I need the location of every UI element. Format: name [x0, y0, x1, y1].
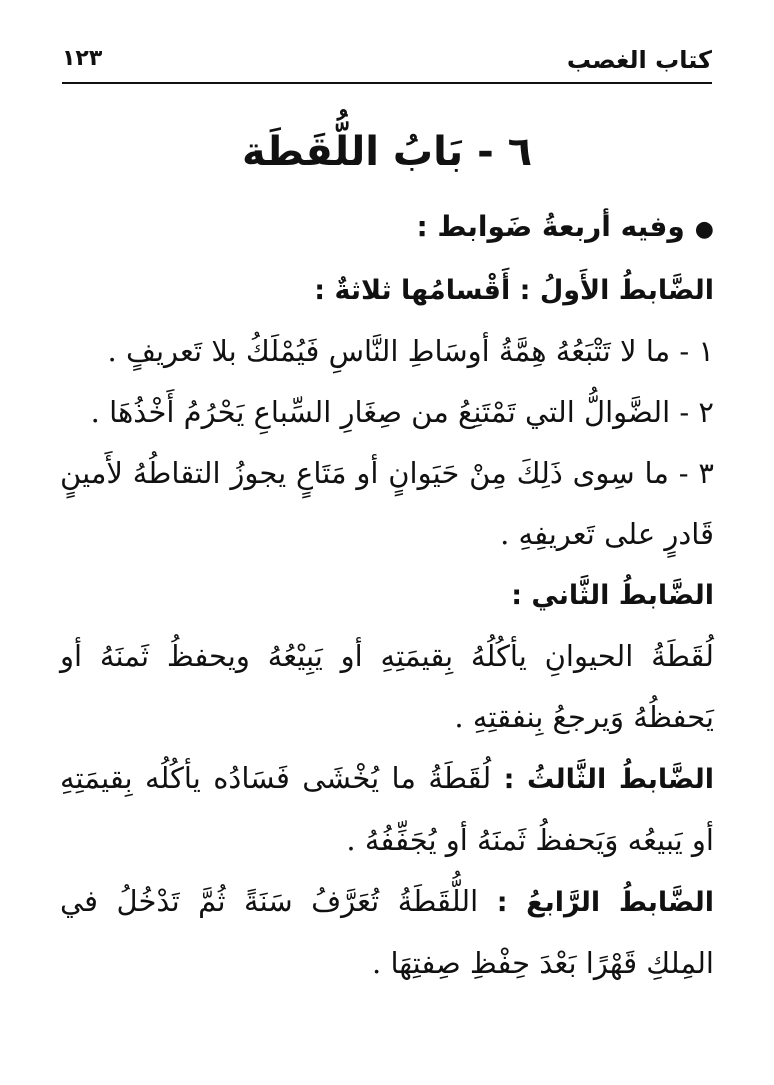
page-number: ١٢٣ [62, 46, 103, 71]
header-divider [62, 82, 712, 84]
rule-3-paragraph [60, 748, 714, 871]
intro-text: وفيه أربعةُ ضَوابط : [416, 210, 685, 243]
book-name: كتاب الغصب [566, 46, 712, 74]
running-header [62, 42, 712, 82]
rule-1-item-2: ٢ - الضَّوالُّ التي تَمْتَنِعُ من صِغَارِ السِّباعِ يَحْرُمُ أَخْذُهَا . [90, 395, 714, 429]
rule-4-paragraph [60, 871, 714, 994]
bullet-icon: ● [694, 217, 714, 242]
chapter-title: ٦ - بَابُ اللُّقَطَة [241, 129, 533, 175]
rule-3-text: لُقَطَةُ ما يُخْشَى فَسَادُه يأكُلُه بِقيمَتِهِ أو يَبيعُه وَيَحفظُ ثَمنَهُ أو يُجَفِّفُهُ . [60, 761, 714, 857]
rule-2-text: لُقَطَةُ الحيوانِ يأكُلُهُ بِقيمَتِهِ أو يَبِيْعُهُ ويحفظُ ثَمنَهُ أو يَحفظُهُ وَيرجعُ بِنفقتِهِ . [60, 639, 714, 734]
rule-1-item-1: ١ - ما لا تَتْبَعُهُ هِمَّةُ أوسَاطِ النَّاسِ فَيُمْلَكُ بلا تَعريفٍ . [107, 334, 714, 368]
page-body [60, 196, 714, 994]
rule-4-title: الضَّابطُ الرَّابعُ : [496, 887, 715, 918]
intro-line [60, 196, 714, 260]
rule-2-title: الضَّابطُ الثَّاني : [511, 580, 714, 611]
rule-3-title: الضَّابطُ الثَّالثُ : [503, 764, 715, 795]
rule-1-title: الضَّابطُ الأَولُ : أَقْسامُها ثلاثةٌ : [314, 275, 714, 306]
rule-1-item-3: ٣ - ما سِوى ذَلِكَ مِنْ حَيَوانٍ أو مَتَاعٍ يجوزُ التقاطُهُ لأَمينٍ قَادرٍ على تَعريفِهِ . [60, 456, 714, 551]
rule-4-text: اللُّقَطَةُ تُعَرَّفُ سَنَةً ثُمَّ تَدْخُلُ في المِلكِ قَهْرًا بَعْدَ حِفْظِ صِفتِهَا . [60, 884, 714, 980]
